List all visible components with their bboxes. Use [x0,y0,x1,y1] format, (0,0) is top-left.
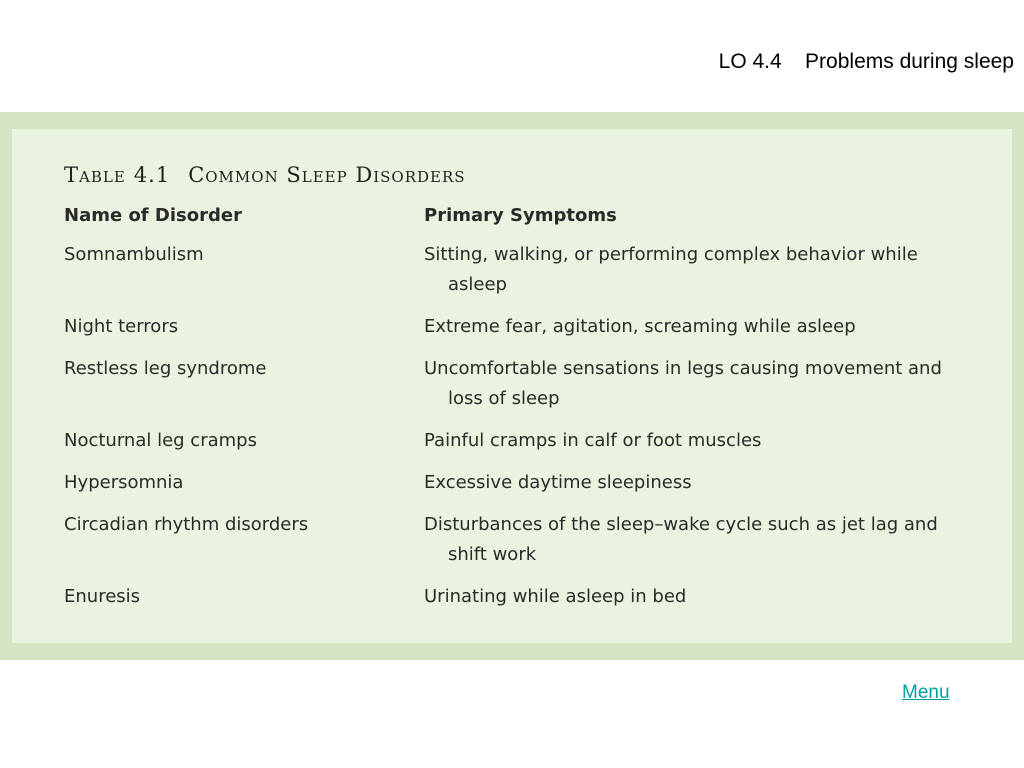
disorder-symptoms [424,582,964,624]
lesson-title: Problems during sleep [805,50,1014,73]
symptom-text: Excessive daytime sleepiness [424,472,692,493]
table-row [64,510,964,582]
disorder-symptoms [424,510,964,582]
disorder-symptoms [424,312,964,354]
disorder-symptoms [424,468,964,510]
lesson-code: LO 4.4 [718,50,782,73]
table-panel [12,129,1012,643]
table-row [64,582,964,624]
table-title [64,163,466,187]
disorder-name: Restless leg syndrome [64,358,267,379]
disorder-name: Somnambulism [64,244,204,265]
symptom-text: Urinating while asleep in bed [424,586,687,607]
symptom-text: Painful cramps in calf or foot muscles [424,430,762,451]
table-row [64,312,964,354]
disorder-symptoms [424,240,964,312]
table-row [64,240,964,312]
disorder-symptoms [424,354,964,426]
column-header-symptoms: Primary Symptoms [424,205,617,226]
disorder-symptoms [424,426,964,468]
disorder-name: Nocturnal leg cramps [64,430,257,451]
disorder-name: Hypersomnia [64,472,184,493]
table-header-row [64,205,964,240]
table-row [64,468,964,510]
disorder-name: Enuresis [64,586,141,607]
slide-header [719,50,1014,74]
disorder-name: Night terrors [64,316,179,337]
sleep-disorders-table [64,205,964,624]
table-frame [0,112,1024,660]
symptom-text: Sitting, walking, or performing complex behavior while asleep [424,244,918,295]
table-number: 4.1 [133,163,171,187]
table-row [64,354,964,426]
table-label: Table [64,163,126,187]
disorder-name: Circadian rhythm disorders [64,514,309,535]
symptom-text: Extreme fear, agitation, screaming while asleep [424,316,856,337]
column-header-name: Name of Disorder [64,205,242,226]
menu-link[interactable]: Menu [902,682,950,703]
symptom-text: Uncomfortable sensations in legs causing movement and loss of sleep [424,358,942,409]
table-row [64,426,964,468]
symptom-text: Disturbances of the sleep–wake cycle such as jet lag and shift work [424,514,938,565]
table-title-text: Common Sleep Disorders [188,163,466,187]
